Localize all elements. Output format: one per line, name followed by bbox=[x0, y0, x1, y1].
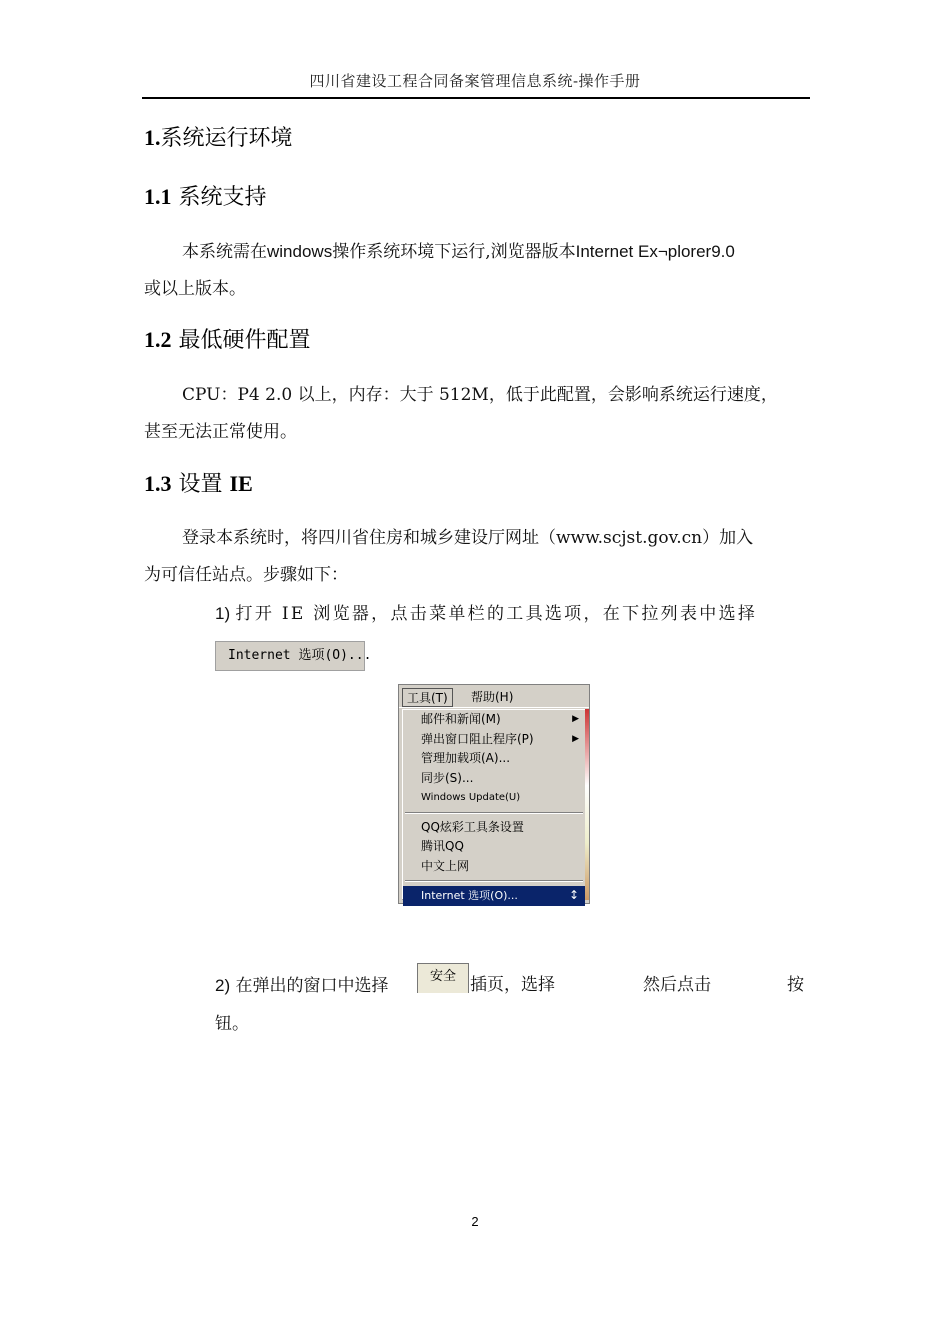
step-2-part-c: 然后点击 bbox=[643, 975, 711, 995]
step-1-text: 打开 IE 浏览器，点击菜单栏的工具选项，在下拉列表中选择 bbox=[235, 604, 758, 624]
paragraph-ie-setup bbox=[144, 520, 812, 594]
step-2-part-b: 插页，选择 bbox=[470, 975, 555, 995]
menu-bar bbox=[399, 685, 589, 708]
browser-edge-strip bbox=[585, 709, 589, 900]
heading-1-2 bbox=[144, 323, 311, 354]
internet-options-snippet: Internet 选项(O)... bbox=[215, 641, 365, 671]
step-2-part-e: 钮。 bbox=[215, 1014, 249, 1034]
heading-1-1-title: 系统支持 bbox=[178, 185, 267, 210]
p1-line2: 或以上版本。 bbox=[144, 279, 246, 299]
heading-1-number: 1. bbox=[144, 125, 161, 150]
tools-dropdown bbox=[402, 709, 586, 900]
menu-item-internet-options[interactable]: Internet 选项(O)... ↕ bbox=[403, 886, 585, 906]
menu-item-sync[interactable]: 同步(S)... bbox=[421, 770, 474, 785]
cursor-resize-icon: ↕ bbox=[568, 888, 579, 902]
ie-line2: 为可信任站点。步骤如下： bbox=[144, 565, 348, 585]
menu-item-windows-update[interactable]: Windows Update(U) bbox=[421, 792, 521, 803]
p1-ie-version: Internet Ex¬plorer9.0 bbox=[575, 242, 735, 261]
heading-1-3-title-ie: IE bbox=[229, 471, 253, 496]
menu-item-popup-blocker[interactable]: 弹出窗口阻止程序(P) ▶ bbox=[403, 730, 585, 750]
security-tab: 安全 bbox=[417, 963, 469, 993]
step-1-number: 1) bbox=[215, 604, 231, 623]
menu-item-tencent-qq[interactable]: 腾讯QQ bbox=[421, 839, 464, 853]
heading-1-3 bbox=[144, 467, 253, 498]
menu-separator bbox=[405, 880, 583, 882]
p1-windows: windows bbox=[267, 242, 333, 261]
menu-tools[interactable]: 工具(T) bbox=[402, 688, 453, 707]
paragraph-system-support bbox=[144, 233, 812, 308]
menu-help[interactable]: 帮助(H) bbox=[471, 690, 514, 704]
menu-item-manage-addons[interactable]: 管理加载项(A)... bbox=[421, 751, 511, 765]
heading-1-title: 系统运行环境 bbox=[160, 126, 293, 151]
menu-separator bbox=[405, 812, 583, 814]
p1-part-a: 本系统需在 bbox=[182, 242, 267, 262]
heading-1 bbox=[144, 121, 293, 152]
tools-menu-screenshot bbox=[398, 684, 590, 904]
step-2-number: 2) bbox=[215, 976, 231, 995]
menu-item-chinese-web[interactable]: 中文上网 bbox=[421, 858, 470, 873]
heading-1-2-number: 1.2 bbox=[144, 327, 172, 352]
header-rule bbox=[142, 97, 810, 99]
hw-line2: 甚至无法正常使用。 bbox=[144, 422, 297, 442]
p1-part-c: 操作系统环境下运行,浏览器版本 bbox=[332, 242, 576, 262]
submenu-arrow-icon: ▶ bbox=[572, 714, 579, 724]
ie-line1: 登录本系统时，将四川省住房和城乡建设厅网址（www.scjst.gov.cn）加入 bbox=[182, 528, 754, 548]
menu-item-qq-toolbar[interactable]: QQ炫彩工具条设置 bbox=[421, 819, 524, 834]
page-number: 2 bbox=[471, 1214, 479, 1229]
heading-1-1-number: 1.1 bbox=[144, 184, 172, 209]
hw-line1: CPU：P4 2.0 以上，内存：大于 512M，低于此配置，会影响系统运行速度， bbox=[182, 385, 778, 405]
heading-1-3-title: 设置 bbox=[178, 472, 223, 497]
step-2-part-d: 按 bbox=[787, 975, 804, 995]
menu-item-mail-news[interactable]: 邮件和新闻(M) ▶ bbox=[403, 710, 585, 730]
heading-1-2-title: 最低硬件配置 bbox=[178, 328, 311, 353]
heading-1-1 bbox=[144, 180, 267, 211]
step-1 bbox=[215, 595, 810, 633]
heading-1-3-number: 1.3 bbox=[144, 471, 172, 496]
page-header: 四川省建设工程合同备案管理信息系统-操作手册 bbox=[309, 72, 641, 90]
submenu-arrow-icon: ▶ bbox=[572, 733, 579, 744]
paragraph-hardware bbox=[144, 377, 812, 451]
step-2-part-a: 在弹出的窗口中选择 bbox=[235, 976, 389, 996]
